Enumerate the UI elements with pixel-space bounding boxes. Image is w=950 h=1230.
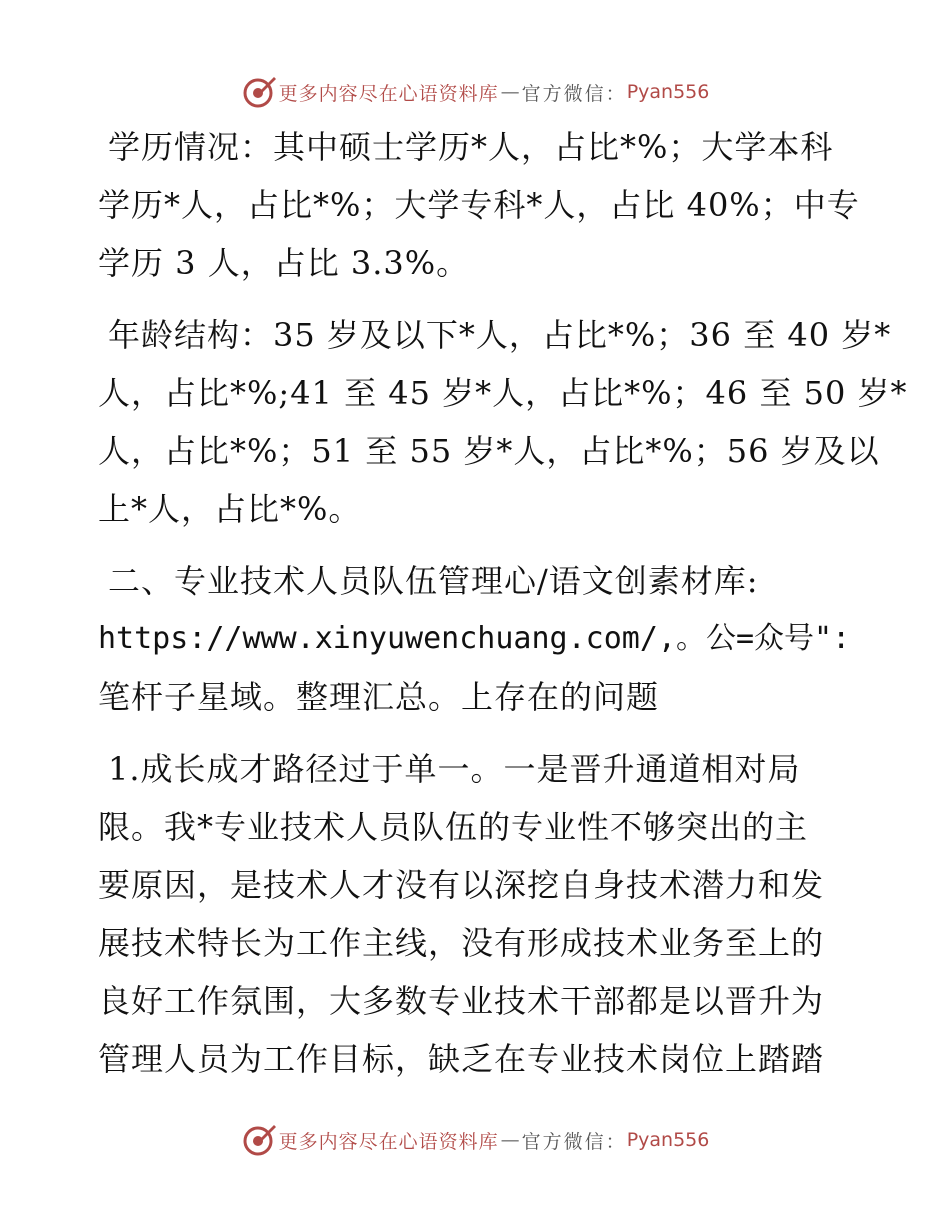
text-line: 1.成长成才路径过于单一。一是晋升通道相对局 <box>108 750 801 788</box>
text-line: 学历*人，占比*%；大学专科*人，占比 40%；中专 <box>98 186 860 224</box>
banner-site-name: 更多内容尽在心语资料库 <box>278 82 499 105</box>
banner-wechat-id: Pyan556 <box>626 1129 710 1151</box>
footer-banner <box>0 1118 950 1162</box>
url-line: https://www.xinyuwenchuang.com/,。公=众号": <box>98 621 851 656</box>
problem-1-paragraph <box>98 740 858 1088</box>
banner-wechat-label: 官方微信： <box>521 1130 627 1153</box>
section-heading-paragraph <box>98 552 858 726</box>
text-line: 良好工作氛围，大多数专业技术干部都是以晋升为 <box>98 982 825 1020</box>
text-line: 年龄结构：35 岁及以下*人，占比*%；36 至 40 岁* <box>108 316 892 354</box>
text-line: 人，占比*%;41 至 45 岁*人，占比*%；46 至 50 岁* <box>98 374 908 412</box>
text-line: 人，占比*%；51 至 55 岁*人，占比*%；56 岁及以 <box>98 432 880 470</box>
header-banner <box>0 70 950 114</box>
brush-logo-icon <box>241 74 277 110</box>
document-body <box>98 118 908 1102</box>
banner-dash: — <box>500 81 520 103</box>
banner-dash: — <box>500 1129 520 1151</box>
text-line: 笔杆子星域。整理汇总。上存在的问题 <box>98 678 660 716</box>
text-line: 二、专业技术人员队伍管理心/语文创素材库: <box>108 562 759 600</box>
text-line: 展技术特长为工作主线，没有形成技术业务至上的 <box>98 924 825 962</box>
text-line: 要原因，是技术人才没有以深挖自身技术潜力和发 <box>98 866 825 904</box>
text-line: 上*人，占比*%。 <box>98 490 362 528</box>
text-line: 限。我*专业技术人员队伍的专业性不够突出的主 <box>98 808 809 846</box>
age-structure-paragraph <box>98 306 908 538</box>
education-paragraph <box>98 118 858 292</box>
banner-wechat-id: Pyan556 <box>626 81 710 103</box>
text-line: 学历情况：其中硕士学历*人，占比*%；大学本科 <box>108 128 834 166</box>
text-line: 学历 3 人，占比 3.3%。 <box>98 244 470 282</box>
brush-logo-icon <box>241 1122 277 1158</box>
banner-site-name: 更多内容尽在心语资料库 <box>278 1130 499 1153</box>
banner-wechat-label: 官方微信： <box>521 82 627 105</box>
text-line: 管理人员为工作目标，缺乏在专业技术岗位上踏踏 <box>98 1040 825 1078</box>
